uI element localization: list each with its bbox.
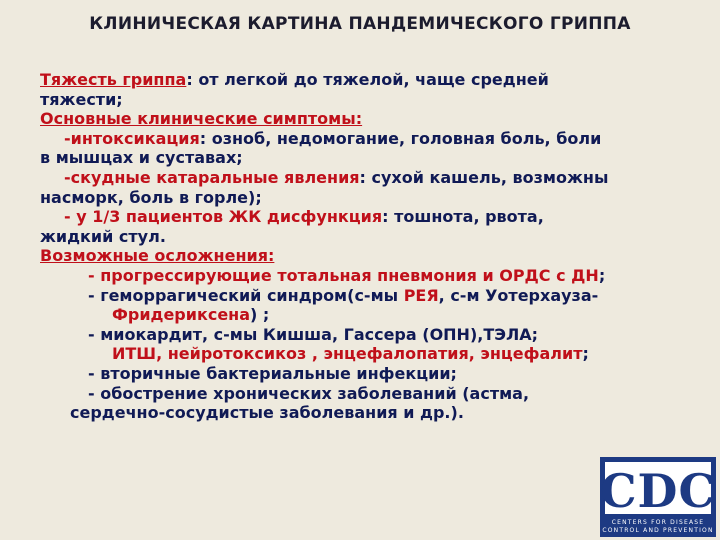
text-line: [40, 364, 700, 384]
body-text: в мышцах и суставах;: [40, 148, 243, 168]
text-line: [40, 325, 700, 345]
body-text: - обострение хронических заболеваний (астма,: [88, 383, 530, 403]
body-text: - вторичные бактериальные инфекции;: [88, 363, 457, 383]
highlighted-text: - прогрессирующие тотальная пневмония и ОРДС с ДН: [88, 265, 599, 285]
highlighted-text: РЕЯ: [403, 285, 439, 305]
text-line: [40, 305, 700, 325]
cdc-logo-tagline: CONTROL AND PREVENTION: [602, 527, 714, 534]
cdc-logo: [600, 457, 716, 537]
body-text: : озноб, недомогание, головная боль, боли: [199, 128, 602, 148]
body-text: , с-м Уотерхауза-: [438, 285, 599, 305]
highlighted-text: -интоксикация: [64, 128, 200, 148]
cdc-logo-text: CDC: [600, 464, 716, 518]
cdc-logo-tagline: CENTERS FOR DISEASE: [611, 519, 705, 526]
text-line: [40, 148, 700, 168]
slide-body: [40, 70, 700, 423]
body-text: : сухой кашель, возможны: [359, 167, 609, 187]
text-line: [40, 246, 700, 266]
text-line: [40, 227, 700, 247]
highlighted-text: ИТШ, нейротоксикоз , энцефалопатия, энцефалит: [112, 344, 583, 364]
body-text: ;: [582, 344, 589, 364]
body-text: : тошнота, рвота,: [382, 207, 544, 227]
text-line: [40, 207, 700, 227]
text-line: [40, 286, 700, 306]
body-text: - миокардит, с-мы Кишша, Гассера (ОПН),ТЭЛА;: [88, 324, 539, 344]
highlighted-text: - у 1/3 пациентов ЖК дисфункция: [64, 207, 383, 227]
body-text: насморк, боль в горле);: [40, 187, 262, 207]
highlighted-text: Возможные осложнения:: [40, 246, 275, 266]
text-line: [40, 90, 700, 110]
highlighted-text: Фридериксена: [112, 305, 251, 325]
text-line: [40, 129, 700, 149]
text-line: [40, 168, 700, 188]
body-text: ;: [598, 265, 606, 285]
text-line: [40, 70, 700, 90]
body-text: тяжести;: [40, 89, 123, 109]
text-line: [40, 188, 700, 208]
body-text: - геморрагический синдром(с-мы: [88, 285, 404, 305]
text-line: [40, 403, 700, 423]
text-line: [40, 344, 700, 364]
text-line: [40, 384, 700, 404]
highlighted-text: Основные клинические симптомы:: [40, 109, 363, 129]
slide-title: КЛИНИЧЕСКАЯ КАРТИНА ПАНДЕМИЧЕСКОГО ГРИППА: [89, 14, 631, 34]
body-text: жидкий стул.: [40, 226, 166, 246]
text-line: [40, 266, 700, 286]
highlighted-text: -скудные катаральные явления: [64, 167, 360, 187]
text-line: [40, 109, 700, 129]
body-text: ) ;: [250, 305, 270, 325]
body-text: сердечно-сосудистые заболевания и др.).: [70, 403, 464, 423]
body-text: : от легкой до тяжелой, чаще средней: [186, 70, 549, 89]
highlighted-text: Тяжесть гриппа: [40, 70, 187, 89]
